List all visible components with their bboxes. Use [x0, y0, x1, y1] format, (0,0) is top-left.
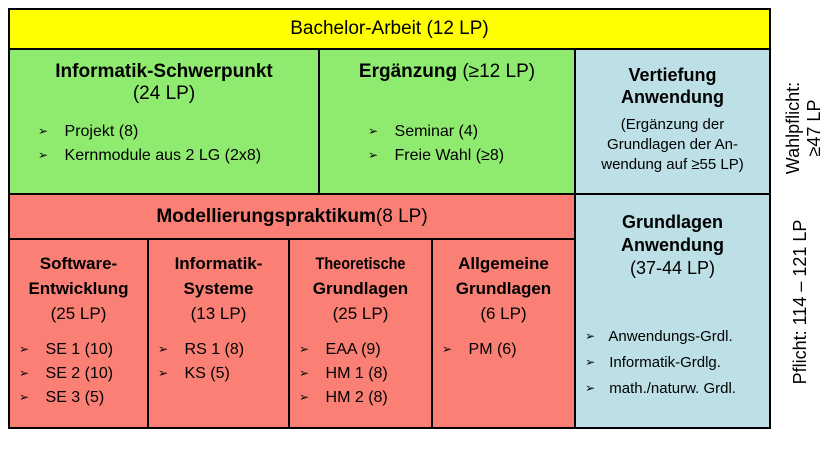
- column-list: [299, 338, 431, 410]
- list-item-label: SE 2 (10): [45, 365, 114, 382]
- arrowhead-bullet-icon: ➢: [368, 148, 379, 162]
- vertiefung-note-line1: (Ergänzung der: [620, 116, 725, 133]
- column-title-line1: Theoretische: [315, 254, 406, 273]
- list-item-label: HM 1 (8): [325, 365, 388, 382]
- grundlagen-anwendung-subtitle: (37-44 LP): [629, 258, 716, 278]
- column-title-line1: Informatik-: [174, 254, 263, 273]
- list-item: [299, 386, 431, 410]
- arrowhead-bullet-icon: ➢: [368, 124, 379, 138]
- list-item-label: SE 3 (5): [45, 389, 105, 406]
- ergaenzung-title-suffix: (≥12 LP): [457, 61, 536, 82]
- column-title-line2: Entwicklung: [28, 279, 129, 298]
- arrowhead-bullet-icon: ➢: [585, 355, 596, 369]
- arrowhead-bullet-icon: ➢: [585, 381, 596, 395]
- list-item: [585, 350, 769, 376]
- list-item-label: HM 2 (8): [325, 389, 388, 406]
- list-item: [38, 120, 318, 144]
- column-subtitle: (13 LP): [190, 304, 247, 323]
- informatik-systeme-column: [147, 238, 290, 429]
- list-item-label: Seminar (4): [394, 123, 479, 140]
- list-item: [158, 338, 288, 362]
- informatik-schwerpunkt-title: Informatik-Schwerpunkt: [55, 61, 273, 82]
- list-item-label: Anwendungs-Grdl.: [608, 328, 733, 345]
- list-item-label: SE 1 (10): [45, 341, 114, 358]
- column-title-line2: Systeme: [183, 279, 254, 298]
- bachelor-arbeit-label: Bachelor-Arbeit (12 LP): [290, 18, 489, 39]
- arrowhead-bullet-icon: ➢: [299, 390, 310, 404]
- arrowhead-bullet-icon: ➢: [442, 342, 453, 356]
- vertiefung-title-line1: Vertiefung: [628, 65, 717, 85]
- list-item: [19, 362, 147, 386]
- list-item: [585, 376, 769, 402]
- column-subtitle: (25 LP): [50, 304, 107, 323]
- bachelor-arbeit-bar: [8, 8, 771, 50]
- list-item: [158, 362, 288, 386]
- list-item: [19, 338, 147, 362]
- vertiefung-note-line2: Grundlagen der An-: [607, 136, 738, 153]
- grundlagen-anwendung-title-line2: Anwendung: [621, 235, 724, 255]
- ergaenzung-list: [368, 120, 574, 168]
- arrowhead-bullet-icon: ➢: [38, 124, 49, 138]
- column-list: [19, 338, 147, 410]
- wahlpflicht-label: [783, 58, 827, 198]
- list-item-label: KS (5): [184, 365, 230, 382]
- column-title-line1: Software-: [39, 254, 118, 273]
- modellierungspraktikum-header: [8, 193, 576, 240]
- list-item: [19, 386, 147, 410]
- list-item-label: Informatik-Grdlg.: [609, 354, 721, 371]
- arrowhead-bullet-icon: ➢: [19, 366, 30, 380]
- software-entwicklung-column: [8, 238, 149, 429]
- grundlagen-anwendung-box: [574, 193, 771, 429]
- column-list: [158, 338, 288, 386]
- arrowhead-bullet-icon: ➢: [19, 390, 30, 404]
- list-item-label: PM (6): [468, 341, 517, 358]
- modellierungspraktikum-title-suffix: (8 LP): [375, 205, 428, 227]
- grundlagen-anwendung-title-line1: Grundlagen: [621, 212, 723, 232]
- list-item-label: Freie Wahl (≥8): [394, 147, 505, 164]
- vertiefung-anwendung-box: [574, 48, 771, 195]
- grundlagen-anwendung-list: [585, 324, 769, 402]
- list-item: [38, 144, 318, 168]
- list-item: [368, 144, 574, 168]
- column-subtitle: (25 LP): [332, 304, 389, 323]
- column-title-line2: Grundlagen: [312, 279, 409, 298]
- vertiefung-note: [576, 115, 769, 175]
- list-item: [368, 120, 574, 144]
- arrowhead-bullet-icon: ➢: [585, 329, 596, 343]
- pflicht-label: Pflicht: 114 – 121 LP: [790, 219, 810, 385]
- wahlpflicht-label-line1: Wahlpflicht:: [783, 81, 803, 175]
- arrowhead-bullet-icon: ➢: [299, 366, 310, 380]
- arrowhead-bullet-icon: ➢: [158, 342, 169, 356]
- ergaenzung-title: [320, 61, 574, 83]
- list-item: [585, 324, 769, 350]
- column-title-line1: Allgemeine: [458, 254, 549, 273]
- vertiefung-title-line2: Anwendung: [621, 87, 724, 107]
- theoretische-grundlagen-column: [288, 238, 433, 429]
- column-list: [442, 338, 574, 362]
- list-item: [299, 362, 431, 386]
- arrowhead-bullet-icon: ➢: [158, 366, 169, 380]
- arrowhead-bullet-icon: ➢: [19, 342, 30, 356]
- informatik-schwerpunkt-list: [38, 120, 318, 168]
- list-item-label: RS 1 (8): [184, 341, 245, 358]
- column-subtitle: (6 LP): [480, 304, 527, 323]
- list-item: [442, 338, 574, 362]
- informatik-schwerpunkt-subtitle: (24 LP): [132, 83, 196, 104]
- list-item-label: EAA (9): [325, 341, 381, 358]
- column-title-line2: Grundlagen: [455, 279, 552, 298]
- ergaenzung-title-bold: Ergänzung: [358, 61, 458, 82]
- wahlpflicht-label-line2: ≥47 LP: [804, 99, 824, 157]
- ergaenzung-box: [318, 48, 576, 195]
- list-item-label: Kernmodule aus 2 LG (2x8): [64, 147, 262, 164]
- list-item: [299, 338, 431, 362]
- list-item-label: Projekt (8): [64, 123, 139, 140]
- vertiefung-note-line3: wendung auf ≥55 LP): [601, 156, 744, 173]
- informatik-schwerpunkt-box: [8, 48, 320, 195]
- allgemeine-grundlagen-column: [431, 238, 576, 429]
- modellierungspraktikum-title: Modellierungspraktikum: [156, 205, 376, 227]
- arrowhead-bullet-icon: ➢: [38, 148, 49, 162]
- list-item-label: math./naturw. Grdl.: [609, 380, 736, 397]
- arrowhead-bullet-icon: ➢: [299, 342, 310, 356]
